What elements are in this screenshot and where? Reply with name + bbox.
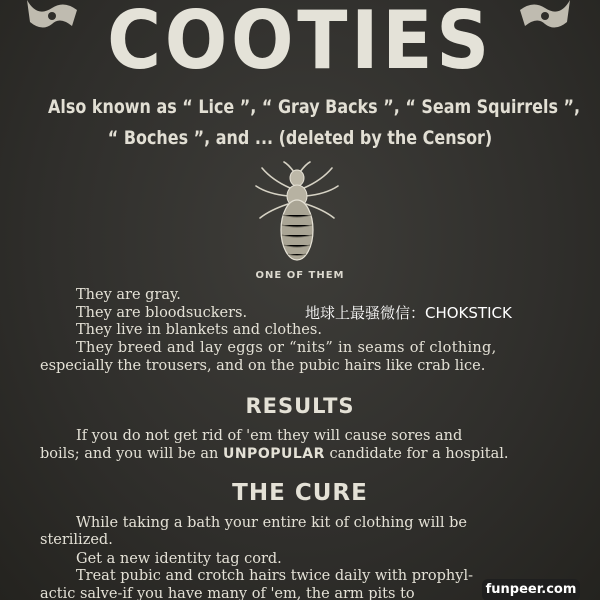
description-line: They live in blankets and clothes.: [76, 322, 322, 338]
results-line-text: candidate for a hospital.: [324, 446, 509, 462]
louse-illustration-icon: [250, 160, 344, 266]
poster-title: COOTIES: [107, 0, 493, 87]
results-line-text: boils; and you will be an: [40, 446, 223, 462]
results-line: If you do not get rid of 'em they will cause sores and: [76, 428, 463, 444]
results-line: [40, 446, 509, 462]
results-heading: RESULTS: [245, 394, 355, 418]
cure-line: Get a new identity tag cord.: [76, 551, 282, 567]
cure-line: actic salve-if you have many of 'em, the arm pits to: [40, 586, 415, 600]
cure-line: While taking a bath your entire kit of clothing will be: [76, 515, 467, 531]
site-badge[interactable]: funpeer.com: [482, 579, 580, 600]
description-line: They breed and lay eggs or “nits” in seams of clothing,: [76, 340, 497, 356]
cure-heading: THE CURE: [232, 480, 368, 506]
watermark-text: 地球上最骚微信：CHOKSTICK: [305, 304, 512, 322]
description-line: They are bloodsuckers.: [76, 305, 248, 321]
aka-line-2: “ Boches ”, and ... (deleted by the Censor): [107, 127, 493, 149]
description-line: They are gray.: [76, 287, 181, 303]
cure-line: Treat pubic and crotch hairs twice daily with prophyl-: [76, 568, 473, 584]
description-line: especially the trousers, and on the pubic hairs like crab lice.: [40, 358, 486, 374]
aka-line-1: Also known as “ Lice ”, “ Gray Backs ”, “ Seam Squirrels ”,: [48, 96, 581, 118]
cure-line: sterilized.: [40, 532, 113, 548]
unpopular-emphasis: UNPOPULAR: [222, 446, 325, 462]
illustration-caption: ONE OF THEM: [255, 270, 345, 281]
